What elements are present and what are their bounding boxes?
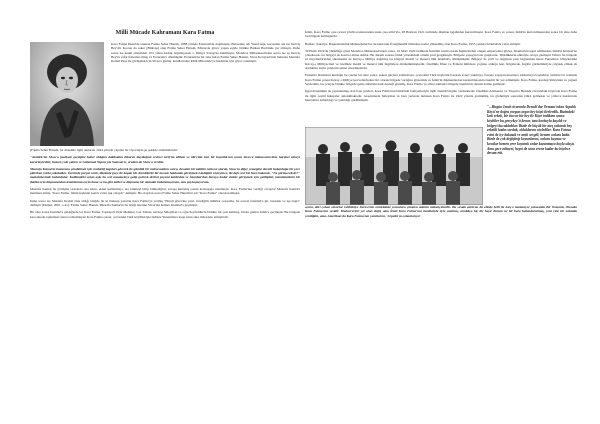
right-paragraph-3: 30 Ekim 1919'da yürürlüğe giren Mondros Mütarekesi'nden sonra, 16 Mart 1920 tarihinde İstanbul resmi olarak İngilizlerden oluşan emperyalist güçler, İstanbul'un işgal edilmesine İzmit'ü Körfezi'ne yöneltecek, bu bölgeyi de kontrol altına aldılar. Bu durum sonrası İzmit yöresindeki ortamı yeni gerginleştir. Bölgede yaşayan bazı gruplarını, Türklüklerin etkisiyle ortaya çıkmıştır Tahir'e bu bölgede iri meydanlarından süremesini de Kuvay-ı Milliye dağılmış bu bölgeyi maddi ve manevi tüm İstanbul'a dönüşmüştür. Bölgeyi de yerli ve dağıtılan yeni bağlanmak üzere Yunanlılar bölgelerdeki Kuvay-ı Milliyecileri ve özellikle maddi ve manevi tüm İngilizlere dönüştürmüşlerdir. Özellikle İlhan ve Ermeni milislere yoğunu olduğu bazı bölgelerde, İngiliz görüntüleriyle çılgınık olmak da aradıkları suçlu çetelerin sahne çıkarmışlardır. bbox=[305, 48, 577, 71]
body-paragraph-4: Daha sonra ise Mustafa Kemal ölen aldığı bilgide bu ki mektup yazarak Kara Fatma'ya vermiş "Haydi görevine yeni, vereliğim millmat cesasıma, bu ecevel İstanbul'a git, buradan ve işe başla" demiştir (Demel, 2001, s.41). Fatma Seher Hanım, Mustafa Kemal'in bu isteği üzerine Sivas'tan hemen İstanbul'a geçmiştir. bbox=[30, 198, 300, 207]
article-title: Milli Mücade Kahramanı Kara Fatma bbox=[115, 30, 215, 36]
right-paragraph-2: Bafkav, Sakarya, Başkomutanlık Muharebeleri'ne de katılarak Üstağmenlik rütbesine kadar yükselmiş olan Kara Fatma, 1955 yılında İstanbul'da vefat etmiştir. bbox=[305, 41, 521, 46]
body-paragraph-5: Bir süre sonra İstanbul'a geldiğinde ise Kara Fatma, Topkapı'lı Pide Mehmet, Laz Tahsin, kardeşi Süleyman ve oğlu Seyfeddin'le birlikte bir çete kurmuş, birolu gizlice İzmit'e geçmiştir. Bu bölgede kısa sürede toplumsal sınırsı tamamlayan Kara Fatma çetesi, çevredeki Türk köylüleriyle birlikte Yunanlılara karşı uzun süre mücadele etmiştirdir. bbox=[30, 210, 300, 219]
poem-closing: sonra, dört çoban süvarlar Göllüköye Derest'nin ortaklıdaki yoncalara yönelen mümin müzehçileridir. Bu sırada zabit'an iki elinde belli ile Ateş'e nazlanıyor yakasında Bir Osmanlı, Olesaka Kara Fatma'nın sesidir. Muharrerleri yer alan değil, ama İzmit Kara Fatma'nın kendisinde öyle yazılmış, aradıkça hiç bir haşır durum ne bir kara bulundurulmuş, yeni yine bir noktada yeniliğini, ama, Amerikan'da Kara Fatma'nın yanıtlarını, 'Arpalık'ın çobanlarıyız'. bbox=[305, 205, 577, 218]
right-column bbox=[305, 0, 577, 424]
lead-tail: (Fatma Seher Hanım, bu dönemle ilgili anılarını 1944 yılında yapılan bir röportajda şu şekilde anlatmaktadır: bbox=[30, 148, 179, 152]
quote-paragraph-1: "Atatürk'ün Sivas'a faaliyete geçtiğini haber aldığım dakikadan itibaren duyduğum sevinci tarif'im edilem ve ölü'çüm isen bir hayatlık'am soran Sivas'a mümessüm'dem haraket etmeyi kararlaştırdım; hemen yola çıktım ve Gülemaal Yapası'yla Samsun'u, oradan da Sivas'a verdim. bbox=[30, 155, 300, 164]
lead-paragraph: Kara Fatma İlkesi'de tanınan Fatma Seher Hanım, 1888 yılında Erzurum'da doğmuştur. Babasının adı Yusuf Ağa, kocasının adı ise Derviş Bey'dir. Kocası da asker (Binbaşı) olan Fatma Seher Hanım, Edirne'de görev yapan eşiyle birlikte Balkan Harbinde yer almıştır. Daha sonra ise kendi ailesinden 10'a yakın kadını örgütleyerek 1. Dünya Savaşı'na katılmıştır. Mondros Mütarekesi'nden sonra ise eş Derviş Bey'in vefat haberini almış ve Erzurum'a dönmüştür. Erzurum'da bir süre kalan Fatma Seher Hanım, Sivas Kongresi'nde bulunan Mustafa Kemal Paşa ile görüşmek için Sivas'a gitmiş, kendisi'nden Milli Mücadele'ye katılmak için görev istemiştir. bbox=[111, 42, 300, 64]
body-paragraph-3: Mustafa Kemal bu görüşme sırasında ona adını, elden kullanmayı, ata binmeyi bilip bilmediğini, savaşa kurtuluş sonun korkuşağa inanmıştır. Kara Fatma'nın verdiği cevaplar Mustafa Kemal'i memnun etmiş, "Kara Fatma, bütün kadınlar kendı vatan aşk olsaydı" demiştir. Bu olaydan sonra Fatma Seher Hanım'ın adı "Kara Fatma" olarak kalmıştır. bbox=[30, 187, 300, 196]
right-paragraph-4: Ermeni'e Rumların kurduğu bu çeteler bir süre sonra, askeri güçlere saldırmaya, çevredeki Türk köylerini basarak evleri yakmaya, burada yaşayan insanlara saldırmaya başladılar. İzmit'te bu ortamda Kara Fatma çetesi Kuvay-ı Milliye kuvvetlerinden biri olarak bölgede varlığını göstermiş ve İzmit'in düşmanlardan kurtarılmasında önemli bir yer edinmiştir. Kara Fatma, kardeşi Süleyman ve yeğeni Seyfeddin, bu çeteyle birlikte bölgede geniş anlamda halk desteği görmüş, Kara Fatma ve ailesi zamanla bölgede önemli bir destek haline gelmiştir. bbox=[305, 73, 577, 86]
left-column bbox=[30, 0, 300, 424]
photo-and-poem bbox=[305, 105, 577, 205]
group-photo bbox=[305, 127, 483, 205]
right-paragraph-5: İşgal döneminin de yaşanlanmış olan bazı çeteleri, Kara Fatma'nın İzmit'teki faaliyetleriyle ilgili önemli bilgiler vermektedir. Özellikle Adabazarı ve Tavşan'a Hendek civarındaki köylerde Kara Fatma ile ilgili çeşitli hikayeler anlatılmaktadır. Araştırmada Süleyman ve bazı yerlerde bulunan Kara Fatma ile 1922 yılında görünmüş, bu görüntüyü sonradan ötürü gelmekte ve yıllarca haklarında hatıraların anlatıldığı ve yazıldığı görülmüştür. bbox=[305, 89, 577, 102]
lead-block bbox=[30, 42, 300, 148]
quote-paragraph-2: Mustafa Kemal'in huzuruna çıkabilmek için muhtelif kapıları görerek ile gündük bir müracaatdan sonra, devamlı bir taklitin neticesi olarak, Sivas'ta diğer yemeğine davetli bulunduğu bir yere giderken yolda yakaladım. Üzerinde parçal sarık, düşünde peçe ile kapalı idi. Kendilerile bir mesele hakkında görüşmek istediğimi söyleyince, iki defa sert bir bozo bakarak, "Ne görüşeceksin?" mukabelesinde bulundular. Kalbimdeki vatan aşkı bu sert muameleye galip gelerek derhal peçemi kaldırdım ve İstanbul'dan buraya kadar sizinle görüşmek için geldiğimi, memleketimin bir dakika için düşmanından temizlenmesi için bana ve bu gibi millet ve düşmana bir olanaklı bulunmuyorum, onu paylaşmıyorum. bbox=[30, 166, 300, 184]
right-paragraph-1: İzmit, Kara Fatma çete çevrel yönlü oranılarından tanın çaşı etliri'yla, 28 Haziran 1921 tarihinde düşman işgalinden kurtarılmıştır. Kara Fatma ve çetesi, İzmit'in kurtarılmasından sonra bir süre daha bu bölgede kalmışlardır. bbox=[305, 30, 577, 39]
portrait-photo bbox=[30, 42, 104, 146]
poem-text: "...Birgün İzmit civarında Derudi'dar Ormanı'ndan Arpalık Köyü'ne doğru yorgun argın bey köyü ilerlerdik. Bizimdeki kırk erkek, bir tüccar bir bey ile Köye indikten sonra köylüler bu gerçekçe'ü kenar, tanı korkuyla kaşılık ve bölgeyi kucakladılar. Bizde de küçük bir ateş yakarak beş erkekli kadın sorduk, olduklarını söylediler. Kara Fatma evini de içe bakmak ve artık sevgili, hemen onlara baktı. Bizde de çok değiştirip koyunlarını, onlara boynuz ve kovalar hemen yere koyarak onlar kazanmaya boylu ulaştı. Ama gece nihayet, hepsi de sona erene kadar bu böylece devam etti. bbox=[487, 105, 576, 156]
